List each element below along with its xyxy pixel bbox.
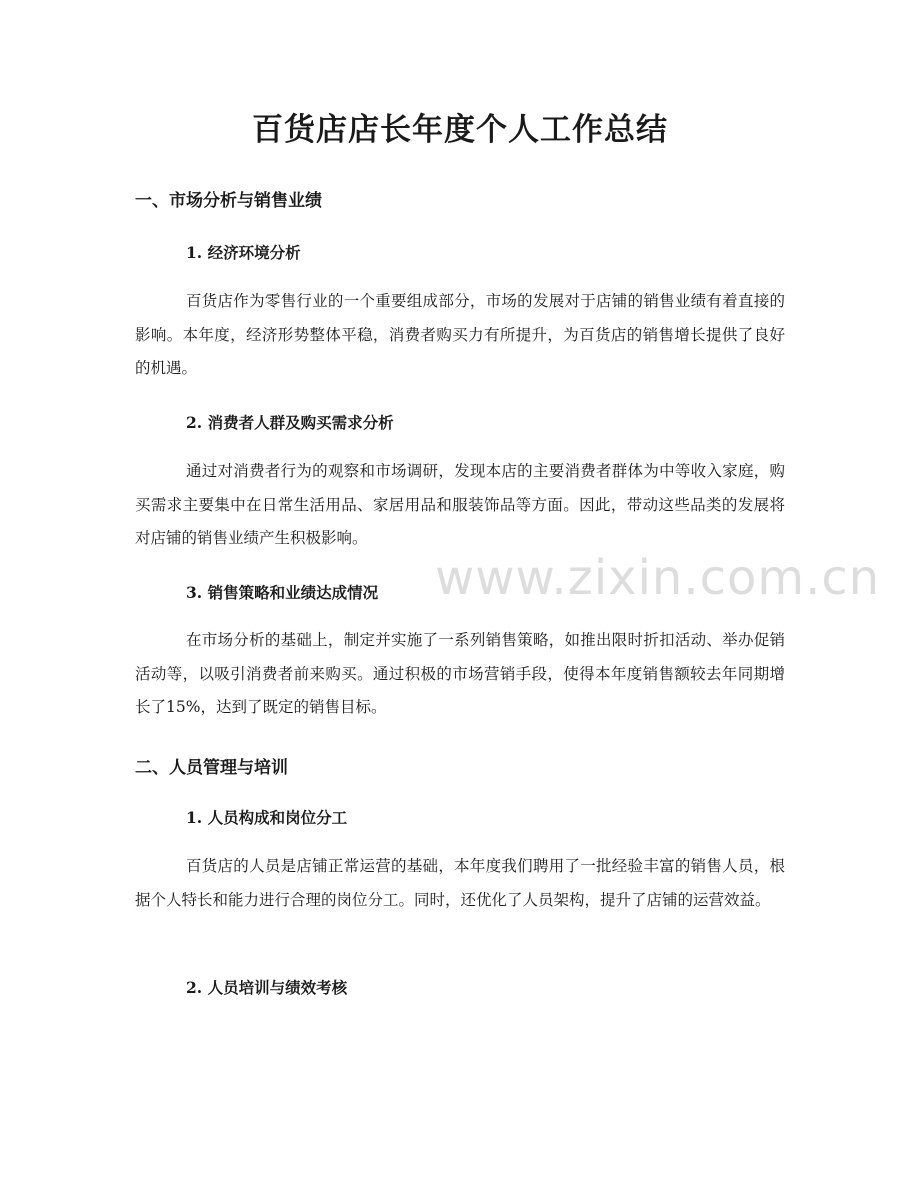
watermark: www.zixin.com.cn — [435, 550, 881, 606]
subsection-heading-staff-structure: 1. 人员构成和岗位分工 — [186, 808, 348, 827]
paragraph-economy: 百货店作为零售行业的一个重要组成部分，市场的发展对于店铺的销售业绩有着直接的影响。本年度，经济形势整体平稳，消费者购买力有所提升，为百货店的销售增长提供了良好的机遇。 — [135, 292, 785, 377]
document-title: 百货店店长年度个人工作总结 — [252, 112, 668, 148]
section-heading-market: 一、市场分析与销售业绩 — [135, 191, 322, 211]
paragraph-staff-structure: 百货店的人员是店铺正常运营的基础，本年度我们聘用了一批经验丰富的销售人员，根据个人特长和能力进行合理的岗位分工。同时，还优化了人员架构，提升了店铺的运营效益。 — [135, 857, 785, 909]
paragraph-consumers: 通过对消费者行为的观察和市场调研，发现本店的主要消费者群体为中等收入家庭，购买需求主要集中在日常生活用品、家居用品和服装饰品等方面。因此，带动这些品类的发展将对店铺的销售业绩产生积极影响。 — [135, 462, 785, 547]
section-heading-staff: 二、人员管理与培训 — [135, 758, 288, 778]
paragraph-sales-strategy: 在市场分析的基础上，制定并实施了一系列销售策略，如推出限时折扣活动、举办促销活动等，以吸引消费者前来购买。通过积极的市场营销手段，使得本年度销售额较去年同期增长了15%，达到了既定的销售目标。 — [135, 631, 785, 716]
subsection-heading-consumers: 2. 消费者人群及购买需求分析 — [186, 413, 394, 432]
subsection-heading-economy: 1. 经济环境分析 — [186, 243, 301, 262]
subsection-heading-sales-strategy: 3. 销售策略和业绩达成情况 — [186, 583, 379, 602]
subsection-heading-staff-training: 2. 人员培训与绩效考核 — [186, 978, 348, 997]
